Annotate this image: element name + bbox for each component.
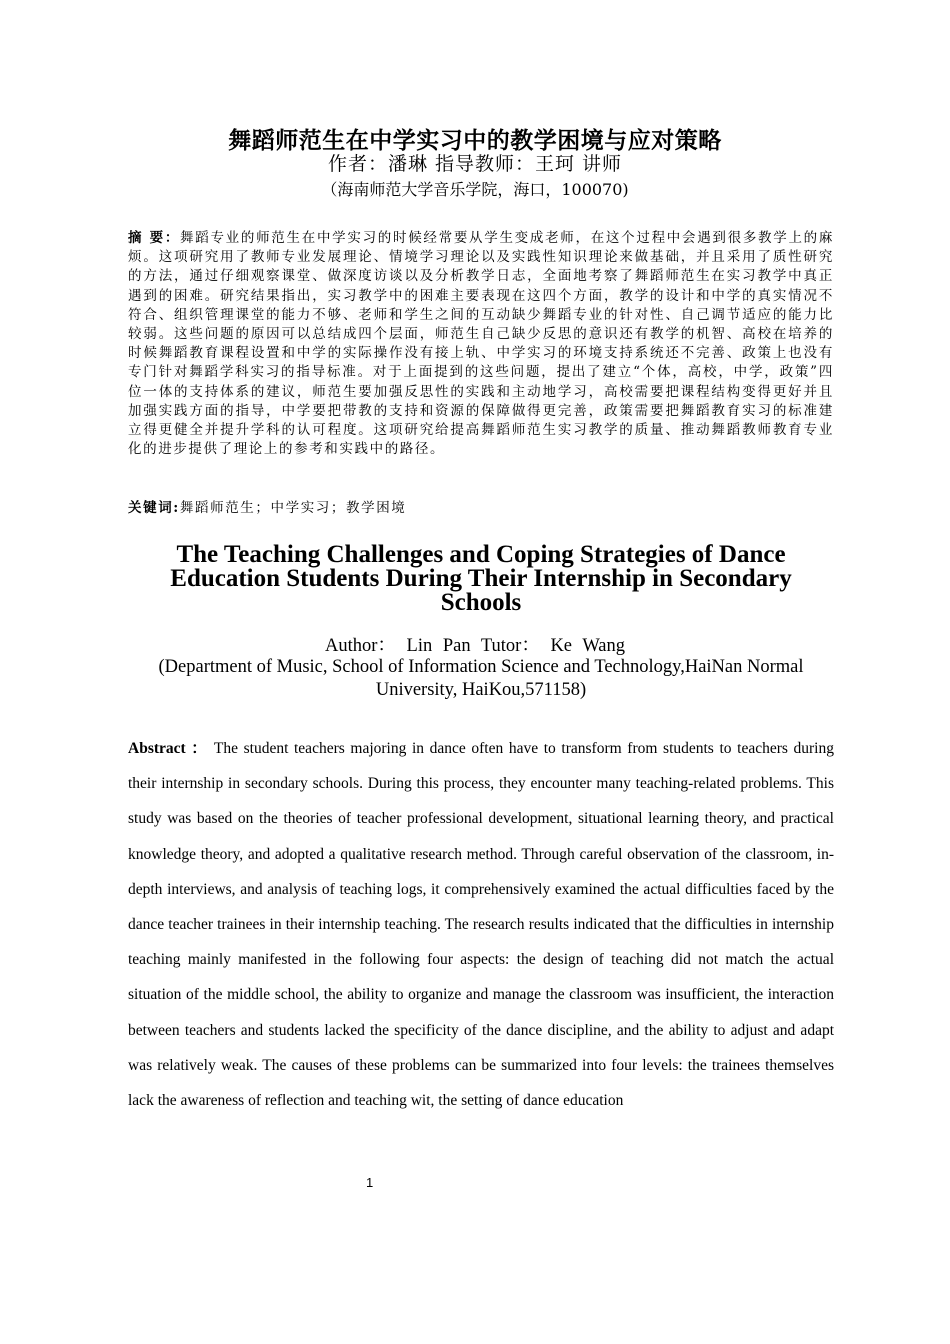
english-abstract-label: Abstract ： bbox=[128, 740, 209, 757]
chinese-keywords bbox=[128, 499, 834, 518]
english-author-line: Author： Lin Pan Tutor： Ke Wang bbox=[324, 636, 626, 656]
chinese-title: 舞蹈师范生在中学实习中的教学困境与应对策略 bbox=[228, 127, 722, 154]
chinese-affiliation: （海南师范大学音乐学院，海口，100070) bbox=[321, 180, 629, 199]
page-number: 1 bbox=[366, 1175, 374, 1190]
chinese-keywords-text: 舞蹈师范生；中学实习；教学困境 bbox=[179, 500, 407, 516]
english-affiliation: (Department of Music, School of Information Science and Technology,HaiNan Normal University, HaiKou,571158) bbox=[158, 657, 804, 700]
english-title: The Teaching Challenges and Coping Strategies of Dance Education Students During Their Internship in Secondary Schools bbox=[170, 541, 792, 616]
english-abstract bbox=[128, 731, 834, 1118]
chinese-abstract bbox=[128, 229, 834, 459]
chinese-abstract-text: 舞蹈专业的师范生在中学实习的时候经常要从学生变成老师，在这个过程中会遇到很多教学上的麻烦。这项研究用了教师专业发展理论、情境学习理论以及实践性知识理论来做基础，并且采用了质性研究的方法，通过仔细观察课堂、做深度访谈以及分析教学日志，全面地考察了舞蹈师范生在实习教学中真正遇到的困难。研究结果指出，实习教学中的困难主要表现在这四个方面，教学的设计和中学的真实情况不符合、组织管理课堂的能力不够、老师和学生之间的互动缺少舞蹈专业的针对性、自己调节适应的能力比较弱。这些问题的原因可以总结成四个层面，师范生自己缺少反思的意识还有教学的机智、高校在培养的时候舞蹈教育课程设置和中学的实际操作没有接上轨、中学实习的环境支持系统还不完善、政策上也没有专门针对舞蹈学科实习的指导标准。对于上面提到的这些问题，提出了建立“个体，高校，中学，政策”四位一体的支持体系的建议，师范生要加强反思性的实践和主动地学习，高校需要把课程结构变得更好并且加强实践方面的指导，中学要把带教的支持和资源的保障做得更完善，政策需要把舞蹈教育实习的标准建立得更健全并提升学科的认可程度。这项研究给提高舞蹈师范生实习教学的质量、推动舞蹈教师教育专业化的进步提供了理论上的参考和实践中的路径。 bbox=[128, 230, 834, 458]
english-abstract-text: The student teachers majoring in dance often have to transform from students to teachers during their internship in secondary schools. During this process, they encounter many teaching-related problems. This study was based on the theories of teacher professional development, situational learning theory, and practical knowledge theory, and adopted a qualitative research method. Through careful observation of the classroom, in-depth interviews, and analysis of teaching logs, it comprehensively examined the actual difficulties faced by the dance teacher trainees in their internship teaching. The research results indicated that the difficulties in internship teaching mainly manifested in the following four aspects: the design of teaching did not match the actual situation of the middle school, the ability to organize and manage the classroom was insufficient, the interaction between teachers and students lacked the specificity of the dance discipline, and the ability to adjust and adapt was relatively weak. The causes of these problems can be summarized into four levels: the trainees themselves lack the awareness of reflection and teaching wit, the setting of dance education bbox=[128, 740, 834, 1110]
chinese-author-line: 作者：潘琳 指导教师：王珂 讲师 bbox=[327, 153, 623, 175]
chinese-keywords-label: 关键词: bbox=[128, 500, 180, 516]
chinese-abstract-label: 摘 要： bbox=[128, 230, 181, 246]
